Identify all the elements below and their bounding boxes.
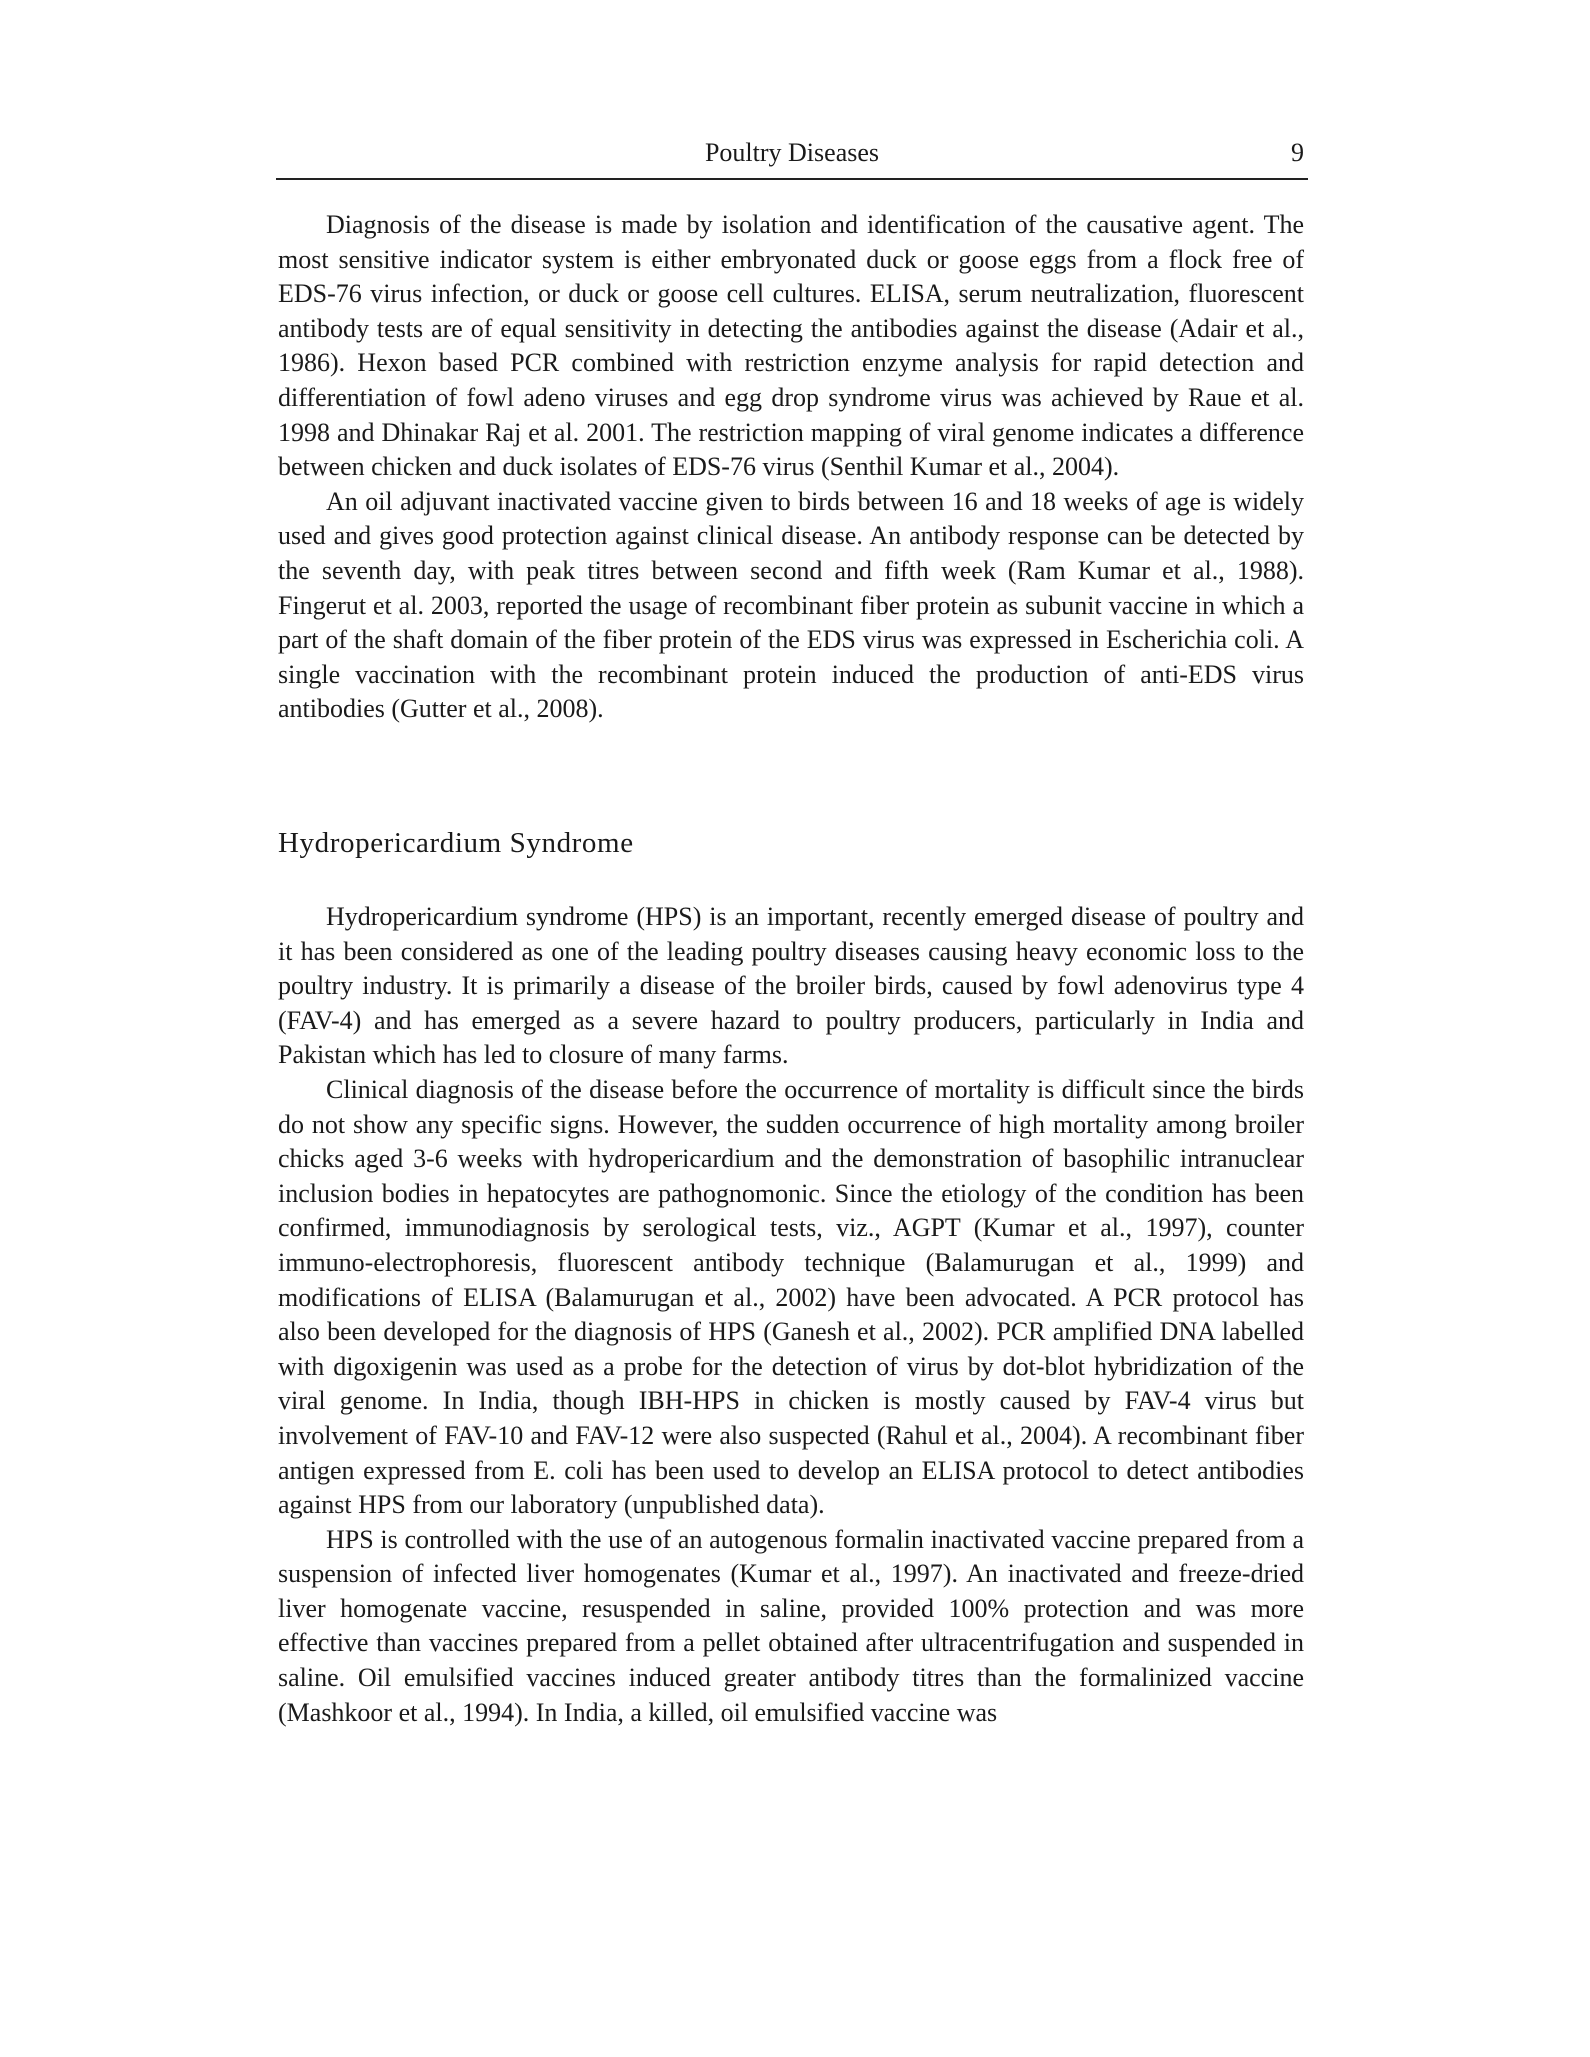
running-header [276, 132, 1308, 180]
paragraph: Hydropericardium syndrome (HPS) is an important, recently emerged disease of poultry and it has been considered as one of the leading poultry diseases causing heavy economic loss to the poultry industry. It is primarily a disease of the broiler birds, caused by fowl adenovirus type 4 (FAV-4) and has emerged as a severe hazard to poultry producers, particularly in India and Pakistan which has led to closure of many farms. [278, 902, 1304, 1070]
paragraph: Clinical diagnosis of the disease before the occurrence of mortality is difficult since the birds do not show any specific signs. However, the sudden occurrence of high mortality among broiler chicks aged 3-6 weeks with hydropericardium and the demonstration of basophilic intranuclear inclusion bodies in hepatocytes are pathognomonic. Since the etiology of the condition has been confirmed, immunodiagnosis by serological tests, viz., AGPT (Kumar et al., 1997), counter immuno-electrophoresis, fluorescent antibody technique (Balamurugan et al., 1999) and modifications of ELISA (Balamurugan et al., 2002) have been advocated. A PCR protocol has also been developed for the diagnosis of HPS (Ganesh et al., 2002). PCR amplified DNA labelled with digoxigenin was used as a probe for the detection of virus by dot-blot hybridization of the viral genome. In India, though IBH-HPS in chicken is mostly caused by FAV-4 virus but involvement of FAV-10 and FAV-12 were also suspected (Rahul et al., 2004). A recombinant fiber antigen expressed from E. coli has been used to develop an ELISA protocol to detect antibodies against HPS from our laboratory (unpublished data). [278, 1074, 1304, 1520]
page-number: 9 [1291, 138, 1304, 167]
paragraph: An oil adjuvant inactivated vaccine given to birds between 16 and 18 weeks of age is widely used and gives good protection against clinical disease. An antibody response can be detected by the seventh day, with peak titres between second and fifth week (Ram Kumar et al., 1988). Fingerut et al. 2003, reported the usage of recombinant fiber protein as subunit vaccine in which a part of the shaft domain of the fiber protein of the EDS virus was expressed in Escherichia coli. A single vaccination with the recombinant protein induced the production of anti-EDS virus antibodies (Gutter et al., 2008). [278, 486, 1304, 724]
paragraph: Diagnosis of the disease is made by isolation and identification of the causative agent. The most sensitive indicator system is either embryonated duck or goose eggs from a flock free of EDS-76 virus infection, or duck or goose cell cultures. ELISA, serum neutralization, fluorescent antibody tests are of equal sensitivity in detecting the antibodies against the disease (Adair et al., 1986). Hexon based PCR combined with restriction enzyme analysis for rapid detection and differentiation of fowl adeno viruses and egg drop syndrome virus was achieved by Raue et al. 1998 and Dhinakar Raj et al. 2001. The restriction mapping of viral genome indicates a difference between chicken and duck isolates of EDS-76 virus (Senthil Kumar et al., 2004). [278, 210, 1304, 482]
running-title: Poultry Diseases [704, 138, 880, 167]
paragraph: HPS is controlled with the use of an autogenous formalin inactivated vaccine prepared from a suspension of infected liver homogenates (Kumar et al., 1997). An inactivated and freeze-dried liver homogenate vaccine, resuspended in saline, provided 100% protection and was more effective than vaccines prepared from a pellet obtained after ultracentrifugation and suspended in saline. Oil emulsified vaccines induced greater antibody titres than the formalinized vaccine (Mashkoor et al., 1994). In India, a killed, oil emulsified vaccine was [278, 1524, 1304, 1727]
section-body-hps [278, 900, 1304, 1730]
section-heading: Hydropericardium Syndrome [278, 827, 634, 859]
section-body-eds [278, 208, 1304, 727]
